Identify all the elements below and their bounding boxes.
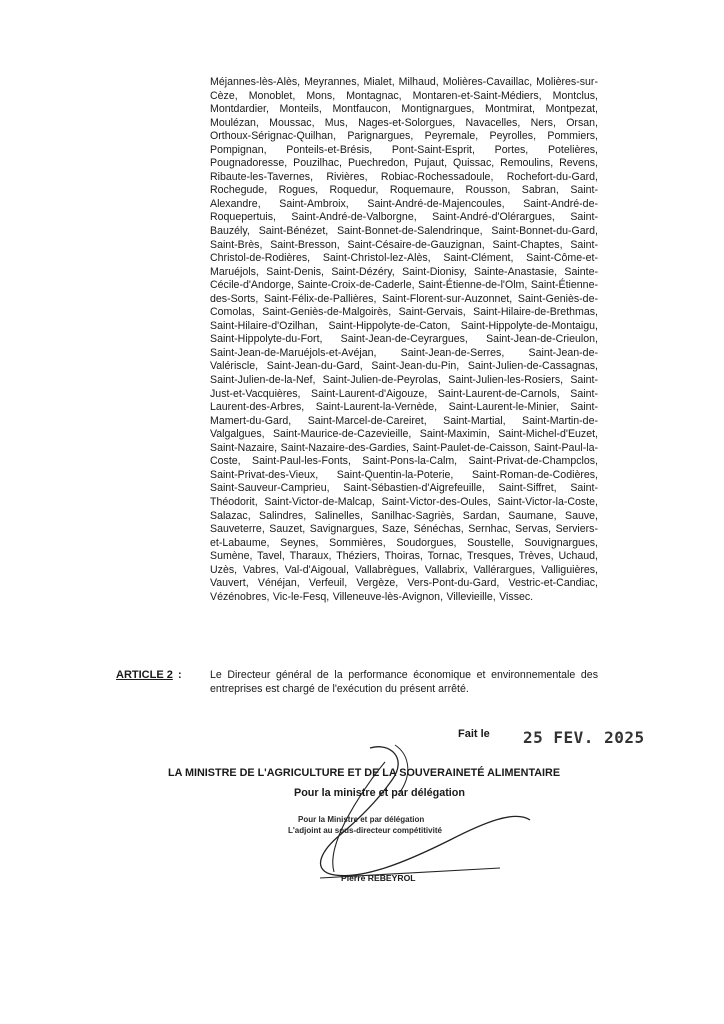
- article-colon: :: [178, 669, 182, 681]
- fait-le-label: Fait le: [458, 728, 490, 740]
- ministry-title: LA MINISTRE DE L'AGRICULTURE ET DE LA SOUVERAINETÉ ALIMENTAIRE: [168, 767, 561, 779]
- article-label: ARTICLE 2: [116, 669, 173, 681]
- delegation-line: Pour la ministre et par délégation: [294, 787, 465, 799]
- stamp-line-2: L'adjoint au sous-directeur compétitivité: [288, 825, 442, 835]
- date-stamp: 25 FEV. 2025: [523, 728, 645, 747]
- stamp-line-1: Pour la Ministre et par délégation: [298, 815, 425, 824]
- communes-list: Méjannes-lès-Alès, Meyrannes, Mialet, Milhaud, Molières-Cavaillac, Molières-sur-Cèze, Monoblet, Mons, Montagnac, Montaren-et-Saint-Médiers, Montclus, Montdardier, Monteils, Montfaucon, Montignargues, Montmirat, Montpezat, Moulézan, Moussac, Mus, Nages-et-Solorgues, Navacelles, Ners, Orsan, Orthoux-Sérignac-Quilhan, Parignargues, Peyremale, Peyrolles, Pommiers, Pompignan, Ponteils-et-Brésis, Pont-Saint-Esprit, Portes, Potelières, Pougnadoresse, Pouzilhac, Puechredon, Pujaut, Quissac, Remoulins, Revens, Ribaute-les-Tavernes, Rivières, Robiac-Rochessadoule, Rochefort-du-Gard, Rochegude, Rogues, Roquedur, Roquemaure, Rousson, Sabran, Saint-Alexandre, Saint-Ambroix, Saint-André-de-Majencoules, Saint-André-de-Roquepertuis, Saint-André-de-Valborgne, Saint-André-d'Olérargues, Saint-Bauzély, Saint-Bénézet, Saint-Bonnet-de-Salendrinque, Saint-Bonnet-du-Gard, Saint-Brès, Saint-Bresson, Saint-Césaire-de-Gauzignan, Saint-Chaptes, Saint-Christol-de-Rodières, Saint-Christol-lez-Alès, Saint-Clément, Saint-Côme-et-Maruéjols, Saint-Denis, Saint-Dézéry, Saint-Dionisy, Sainte-Anastasie, Sainte-Cécile-d'Andorge, Sainte-Croix-de-Caderle, Saint-Étienne-de-l'Olm, Saint-Étienne-des-Sorts, Saint-Félix-de-Pallières, Saint-Florent-sur-Auzonnet, Saint-Geniès-de-Comolas, Saint-Geniès-de-Malgoirès, Saint-Gervais, Saint-Hilaire-de-Brethmas, Saint-Hilaire-d'Ozilhan, Saint-Hippolyte-de-Caton, Saint-Hippolyte-de-Montaigu, Saint-Hippolyte-du-Fort, Saint-Jean-de-Ceyrargues, Saint-Jean-de-Crieulon, Saint-Jean-de-Maruéjols-et-Avéjan, Saint-Jean-de-Serres, Saint-Jean-de-Valériscle, Saint-Jean-du-Gard, Saint-Jean-du-Pin, Saint-Julien-de-Cassagnas, Saint-Julien-de-la-Nef, Saint-Julien-de-Peyrolas, Saint-Julien-les-Rosiers, Saint-Just-et-Vacquières, Saint-Laurent-d'Aigouze, Saint-Laurent-de-Carnols, Saint-Laurent-des-Arbres, Saint-Laurent-la-Vernède, Saint-Laurent-le-Minier, Saint-Mamert-du-Gard, Saint-Marcel-de-Careiret, Saint-Martial, Saint-Martin-de-Valgalgues, Saint-Maurice-de-Cazevieille, Saint-Maximin, Saint-Michel-d'Euzet, Saint-Nazaire, Saint-Nazaire-des-Gardies, Saint-Paulet-de-Caisson, Saint-Paul-la-Coste, Saint-Paul-les-Fonts, Saint-Pons-la-Calm, Saint-Privat-de-Champclos, Saint-Privat-des-Vieux, Saint-Quentin-la-Poterie, Saint-Roman-de-Codières, Saint-Sauveur-Camprieu, Saint-Sébastien-d'Aigrefeuille, Saint-Siffret, Saint-Théodorit, Saint-Victor-de-Malcap, Saint-Victor-des-Oules, Saint-Victor-la-Coste, Salazac, Salindres, Salinelles, Sanilhac-Sagriès, Sardan, Saumane, Sauve, Sauveterre, Sauzet, Savignargues, Saze, Sénéchas, Sernhac, Servas, Serviers-et-Labaume, Seynes, Sommières, Soudorgues, Soustelle, Souvignargues, Sumène, Tavel, Tharaux, Théziers, Thoiras, Tornac, Tresques, Trèves, Uchaud, Uzès, Vabres, Val-d'Aigoual, Vallabrègues, Vallabrix, Vallérargues, Valliguières, Vauvert, Vénéjan, Verfeuil, Vergèze, Vers-Pont-du-Gard, Vestric-et-Candiac, Vézénobres, Vic-le-Fesq, Villeneuve-lès-Avignon, Villevieille, Vissec.: [210, 76, 598, 603]
- article-text: Le Directeur général de la performance économique et environnementale des entreprises est chargé de l'exécution du présent arrêté.: [210, 669, 598, 695]
- handwritten-signature: [300, 740, 540, 890]
- signatory-name: Pierre REBEYROL: [341, 873, 416, 883]
